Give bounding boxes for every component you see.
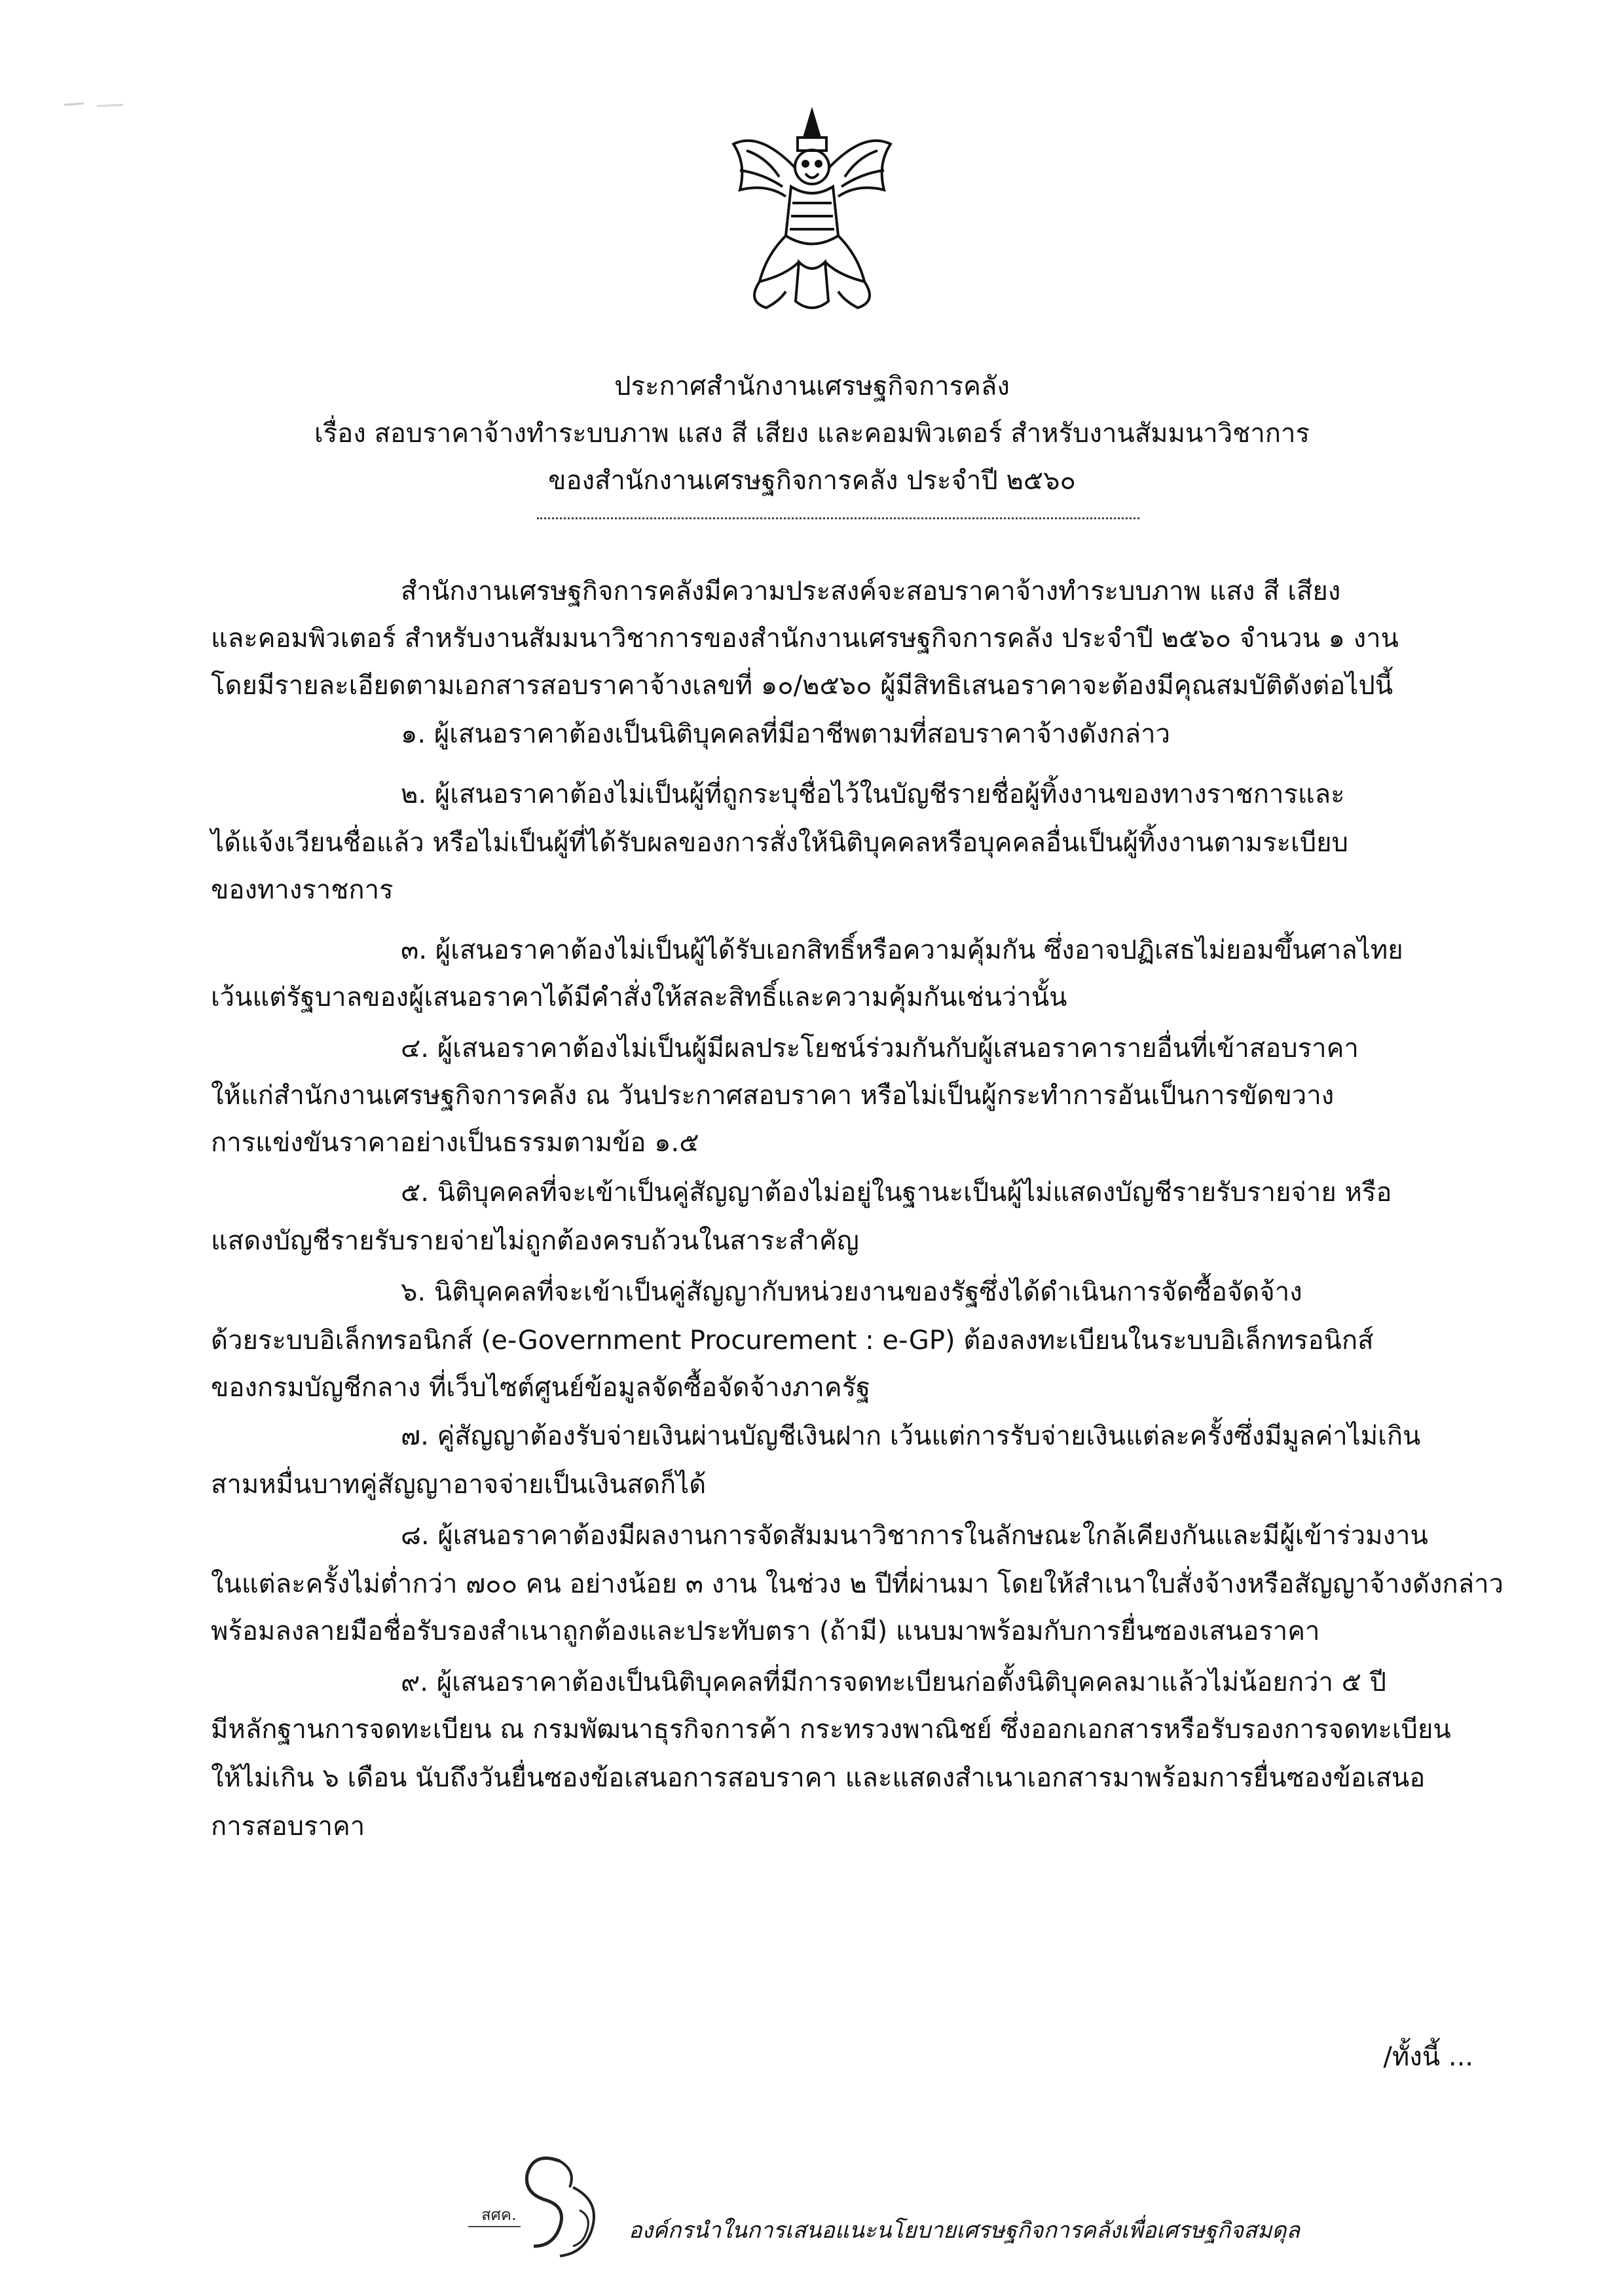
body-line: ด้วยระบบอิเล็กทรอนิกส์ (e-Government Procurement : e-GP) ต้องลงทะเบียนในระบบอิเล็กทรอนิกส์ bbox=[211, 1325, 1374, 1356]
announcement-subject-continued: ของสำนักงานเศรษฐกิจการคลัง ประจำปี ๒๕๖๐ bbox=[548, 466, 1076, 496]
garuda-emblem-icon bbox=[720, 105, 904, 321]
qualification-item: ๓. ผู้เสนอราคาต้องไม่เป็นผู้ได้รับเอกสิทธิ์หรือความคุ้มกัน ซึ่งอาจปฏิเสธไม่ยอมขึ้นศาลไทย bbox=[401, 935, 1403, 965]
header-divider bbox=[537, 517, 1139, 519]
body-line: สำนักงานเศรษฐกิจการคลังมีความประสงค์จะสอบราคาจ้างทำระบบภาพ แสง สี เสียง bbox=[401, 576, 1341, 606]
body-line: แสดงบัญชีรายรับรายจ่ายไม่ถูกต้องครบถ้วนในสาระสำคัญ bbox=[211, 1226, 859, 1256]
body-line: ให้ไม่เกิน ๖ เดือน นับถึงวันยื่นซองข้อเสนอการสอบราคา และแสดงสำเนาเอกสารมาพร้อมการยื่นซองข้อเสนอ bbox=[211, 1763, 1426, 1793]
body-line: ของกรมบัญชีกลาง ที่เว็บไซต์ศูนย์ข้อมูลจัดซื้อจัดจ้างภาครัฐ bbox=[211, 1373, 871, 1403]
body-line: ในแต่ละครั้งไม่ต่ำกว่า ๗๐๐ คน อย่างน้อย ๓ งาน ในช่วง ๒ ปีที่ผ่านมา โดยให้สำเนาใบสั่งจ้างหรือสัญญาจ้างดังกล่าว bbox=[211, 1569, 1504, 1599]
continued-marker: /ทั้งนี้ ... bbox=[1383, 2042, 1473, 2072]
qualification-item: ๘. ผู้เสนอราคาต้องมีผลงานการจัดสัมมนาวิชาการในลักษณะใกล้เคียงกันและมีผู้เข้าร่วมงาน bbox=[401, 1521, 1428, 1551]
body-line: ได้แจ้งเวียนชื่อแล้ว หรือไม่เป็นผู้ที่ได้รับผลของการสั่งให้นิติบุคคลหรือบุคคลอื่นเป็นผู้ทิ้งงานตามระเบียบ bbox=[211, 828, 1348, 858]
footer-slogan: องค์กรนำในการเสนอแนะนโยบายเศรษฐกิจการคลังเพื่อเศรษฐกิจสมดุล bbox=[629, 2217, 1301, 2244]
qualification-item: ๒. ผู้เสนอราคาต้องไม่เป็นผู้ที่ถูกระบุชื่อไว้ในบัญชีรายชื่อผู้ทิ้งงานของทางราชการและ bbox=[401, 779, 1345, 809]
body-line: ให้แก่สำนักงานเศรษฐกิจการคลัง ณ วันประกาศสอบราคา หรือไม่เป็นผู้กระทำการอันเป็นการขัดขวาง bbox=[211, 1081, 1335, 1111]
scan-mark bbox=[58, 92, 136, 118]
announcement-subject: เรื่อง สอบราคาจ้างทำระบบภาพ แสง สี เสียง และคอมพิวเตอร์ สำหรับงานสัมมนาวิชาการ bbox=[314, 418, 1310, 449]
fpo-logo-text: สศค. bbox=[481, 2206, 517, 2224]
qualification-item: ๔. ผู้เสนอราคาต้องไม่เป็นผู้มีผลประโยชน์ร่วมกันกับผู้เสนอราคารายอื่นที่เข้าสอบราคา bbox=[401, 1033, 1359, 1064]
qualification-item: ๗. คู่สัญญาต้องรับจ่ายเงินผ่านบัญชีเงินฝาก เว้นแต่การรับจ่ายเงินแต่ละครั้งซึ่งมีมูลค่าไม่เกิน bbox=[401, 1421, 1421, 1451]
fpo-logo-icon bbox=[462, 2148, 619, 2259]
body-line: พร้อมลงลายมือชื่อรับรองสำเนาถูกต้องและประทับตรา (ถ้ามี) แนบมาพร้อมกับการยื่นซองเสนอราคา bbox=[211, 1616, 1320, 1646]
body-line: มีหลักฐานการจดทะเบียน ณ กรมพัฒนาธุรกิจการค้า กระทรวงพาณิชย์ ซึ่งออกเอกสารหรือรับรองการจดทะเบียน bbox=[211, 1714, 1451, 1745]
body-line: เว้นแต่รัฐบาลของผู้เสนอราคาได้มีคำสั่งให้สละสิทธิ์และความคุ้มกันเช่นว่านั้น bbox=[211, 982, 1067, 1012]
qualification-item: ๙. ผู้เสนอราคาต้องเป็นนิติบุคคลที่มีการจดทะเบียนก่อตั้งนิติบุคคลมาแล้วไม่น้อยกว่า ๕ ปี bbox=[401, 1667, 1387, 1697]
body-line: และคอมพิวเตอร์ สำหรับงานสัมมนาวิชาการของสำนักงานเศรษฐกิจการคลัง ประจำปี ๒๕๖๐ จำนวน ๑ งาน bbox=[211, 623, 1399, 654]
body-line: สามหมื่นบาทคู่สัญญาอาจจ่ายเป็นเงินสดก็ได้ bbox=[211, 1470, 707, 1500]
body-line: การแข่งขันราคาอย่างเป็นธรรมตามข้อ ๑.๕ bbox=[211, 1128, 699, 1158]
body-line: การสอบราคา bbox=[211, 1811, 365, 1842]
body-line: โดยมีรายละเอียดตามเอกสารสอบราคาจ้างเลขที่ ๑๐/๒๕๖๐ ผู้มีสิทธิเสนอราคาจะต้องมีคุณสมบัติดังต่อไปนี้ bbox=[211, 671, 1393, 701]
qualification-item: ๖. นิติบุคคลที่จะเข้าเป็นคู่สัญญากับหน่วยงานของรัฐซึ่งได้ดำเนินการจัดซื้อจัดจ้าง bbox=[401, 1277, 1302, 1307]
qualification-item: ๕. นิติบุคคลที่จะเข้าเป็นคู่สัญญาต้องไม่อยู่ในฐานะเป็นผู้ไม่แสดงบัญชีรายรับรายจ่าย หรือ bbox=[401, 1177, 1392, 1208]
body-line: ของทางราชการ bbox=[211, 875, 394, 905]
qualification-item: ๑. ผู้เสนอราคาต้องเป็นนิติบุคคลที่มีอาชีพตามที่สอบราคาจ้างดังกล่าว bbox=[401, 719, 1171, 749]
announcement-title: ประกาศสำนักงานเศรษฐกิจการคลัง bbox=[614, 371, 1010, 401]
